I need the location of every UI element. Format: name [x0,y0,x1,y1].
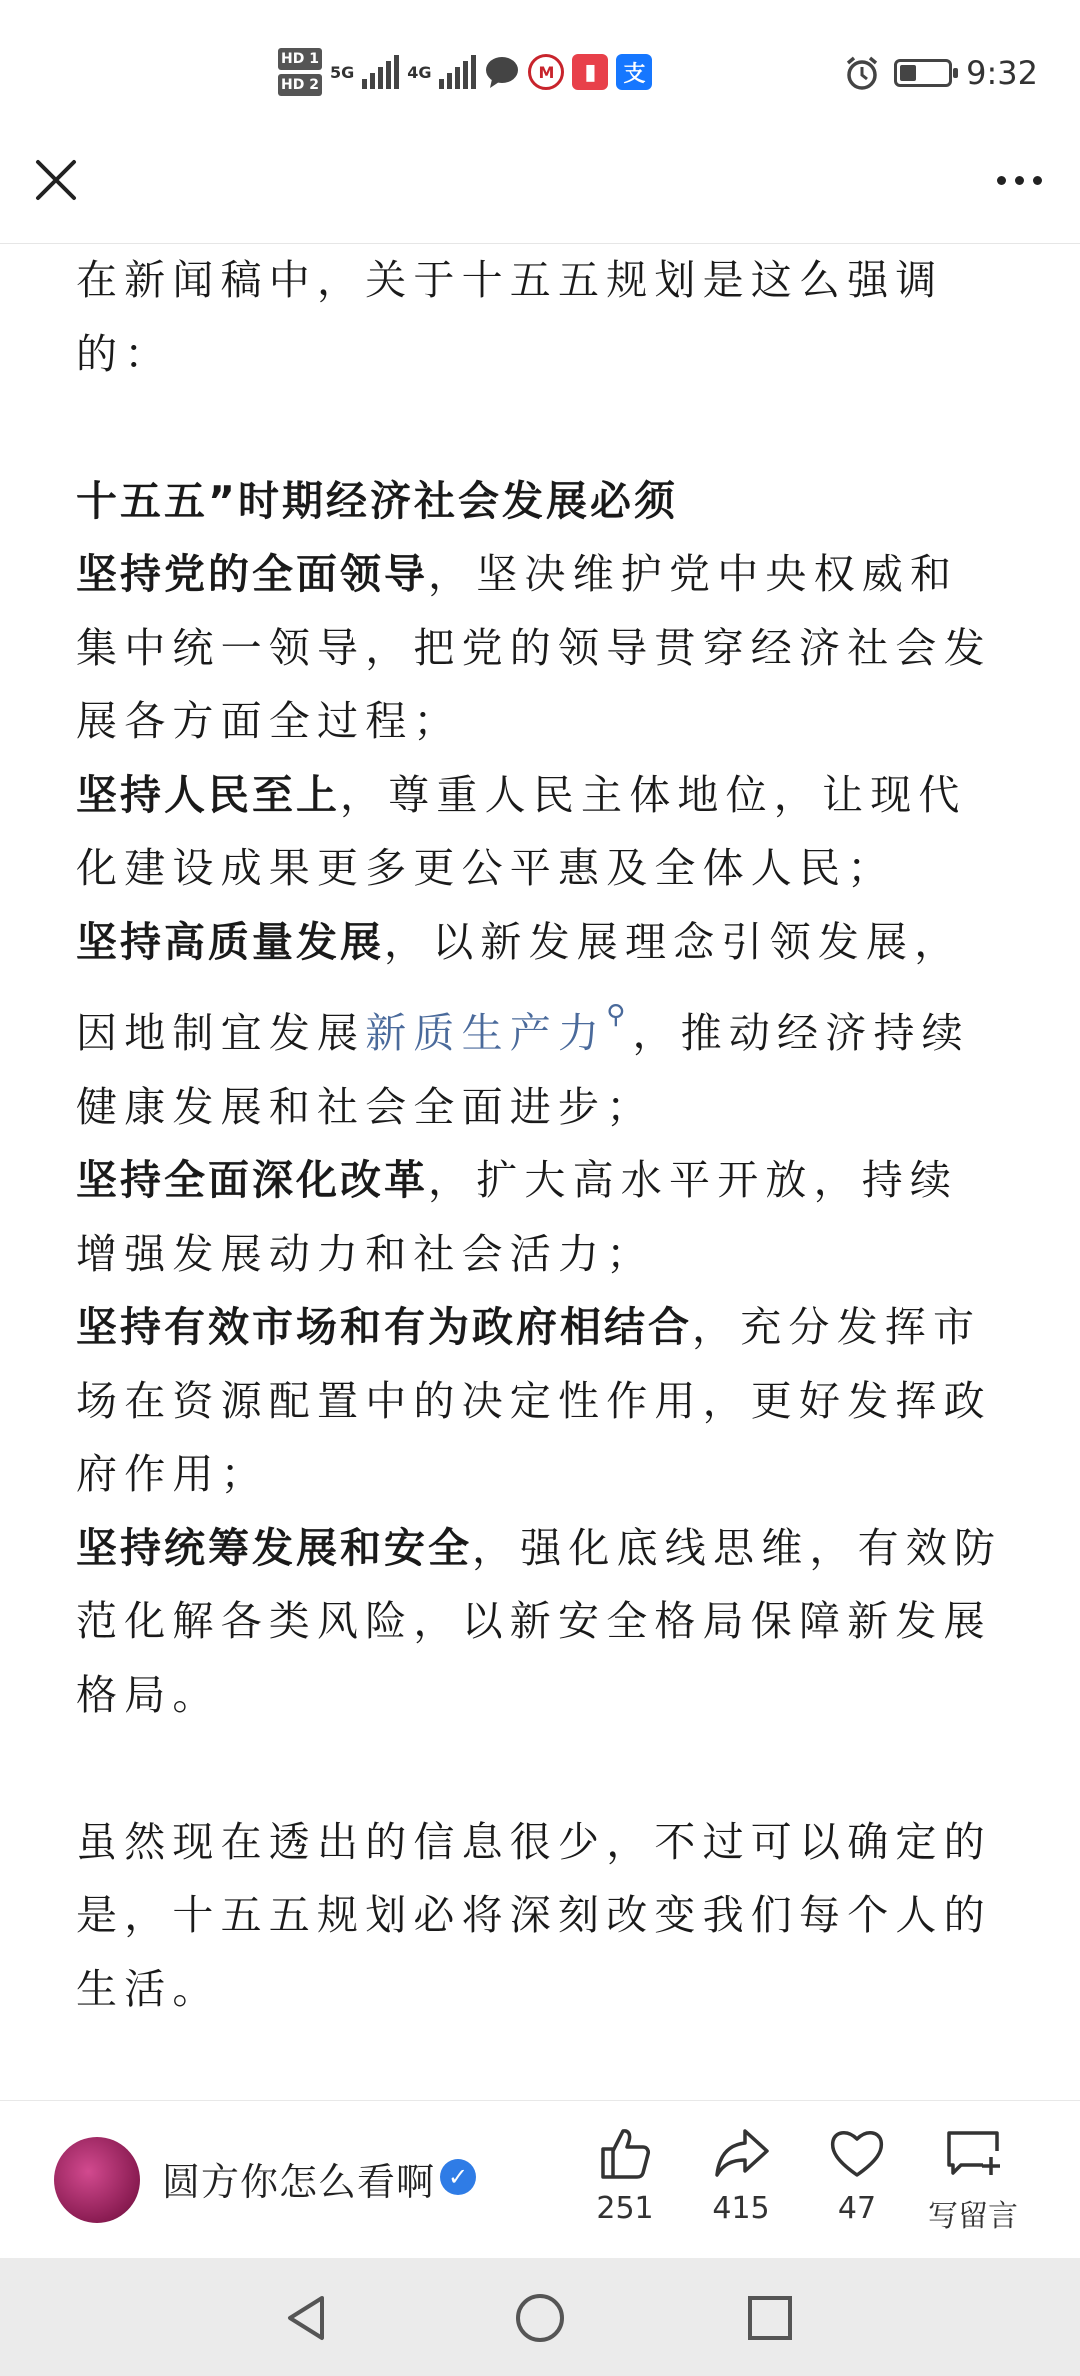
status-icons-right [844,48,1038,98]
comment-add-icon [943,2123,1003,2183]
net1-label: 5G [329,62,355,82]
more-dot-icon [1015,176,1024,185]
point-bold: 坚持有效市场和有为政府相结合 [76,1303,692,1351]
point-text: ，坚决维护党中央权威和集中统一领导，把党的领导贯穿经济社会发展各方面全过程； [76,550,992,745]
nav-recents-button[interactable] [740,2288,800,2348]
intro-paragraph: 在新闻稿中，关于十五五规划是这么强调的： [76,256,944,378]
share-count: 415 [712,2191,770,2226]
net2-label: 4G [407,62,432,82]
verified-icon: ✓ [440,2159,476,2195]
clock-time: 9:32 [966,54,1038,92]
thumbs-up-icon [595,2123,655,2183]
point-paragraph [76,906,1006,1145]
point-bold: 坚持人民至上 [76,770,340,819]
search-icon[interactable]: ⚲ [606,1000,633,1030]
comment-button[interactable] [918,2123,1028,2243]
back-triangle-icon [278,2288,338,2348]
cmb-icon: M [528,54,564,90]
point-paragraph [76,1144,1006,1291]
like-count: 251 [596,2191,654,2226]
heart-icon [827,2123,887,2183]
status-bar [0,0,1080,150]
point-bold: 坚持高质量发展 [76,917,384,966]
point-text: ，推动经济持续健康发展和社会全面进步； [76,1009,970,1131]
nav-home-button[interactable] [510,2288,570,2348]
keyword-link[interactable]: 新质生产力 [365,1009,607,1057]
section-heading [76,465,1006,539]
avatar[interactable] [54,2137,140,2223]
close-button[interactable] [28,152,84,208]
signal-icon [362,55,399,89]
status-icons-left [278,42,652,102]
closing-paragraph: 虽然现在透出的信息很少，不过可以确定的是，十五五规划必将深刻改变我们每个人的生活。 [76,1817,992,2013]
home-circle-icon [510,2288,570,2348]
alarm-icon [844,55,880,91]
close-icon [28,152,84,208]
favorite-button[interactable] [802,2123,912,2243]
point-paragraph [76,538,1006,759]
share-button[interactable] [686,2123,796,2243]
point-bold: 坚持全面深化改革 [76,1156,428,1204]
section-heading-text: 十五五”时期经济社会发展必须 [76,476,678,525]
recents-square-icon [740,2288,800,2348]
comment-label: 写留言 [928,2199,1018,2234]
point-text: ，尊重人民主体地位，让现代化建设成果更多更公平惠及全体人民； [76,770,967,892]
point-paragraph [76,759,1006,906]
more-dot-icon [1033,176,1042,185]
signal2-icon [439,55,476,89]
hd2-label: HD 2 [278,74,322,96]
like-button[interactable] [570,2123,680,2243]
article-body [76,244,1006,2100]
point-text: ，充分发挥市场在资源配置中的决定性作用，更好发挥政府作用； [76,1303,992,1498]
nav-back-button[interactable] [278,2288,338,2348]
message-icon [484,55,520,89]
point-paragraph [76,1291,1006,1512]
point-text: ，以新发展理念引领发展，因地制宜发展 [76,917,963,1057]
point-bold: 坚持党的全面领导 [76,550,428,598]
battery-icon [894,59,952,87]
author-name[interactable]: 圆方你怎么看啊 [162,2160,436,2204]
alipay-icon: 支 [616,54,652,90]
top-bar [0,150,1080,244]
point-text: ，扩大高水平开放，持续增强发展动力和社会活力； [76,1156,959,1278]
hd1-label: HD 1 [278,48,322,70]
share-icon [711,2123,771,2183]
point-paragraph [76,1512,1006,1733]
book-icon: ▮ [572,54,608,90]
point-text: ，强化底线思维，有效防范化解各类风险，以新安全格局保障新发展格局。 [76,1523,1003,1719]
hd-indicator [278,46,322,98]
point-bold: 坚持统筹发展和安全 [76,1523,472,1572]
bottom-action-bar [0,2100,1080,2258]
more-dot-icon [997,176,1006,185]
favorite-count: 47 [837,2191,877,2226]
system-nav-bar [0,2258,1080,2376]
more-button[interactable] [986,152,1052,208]
